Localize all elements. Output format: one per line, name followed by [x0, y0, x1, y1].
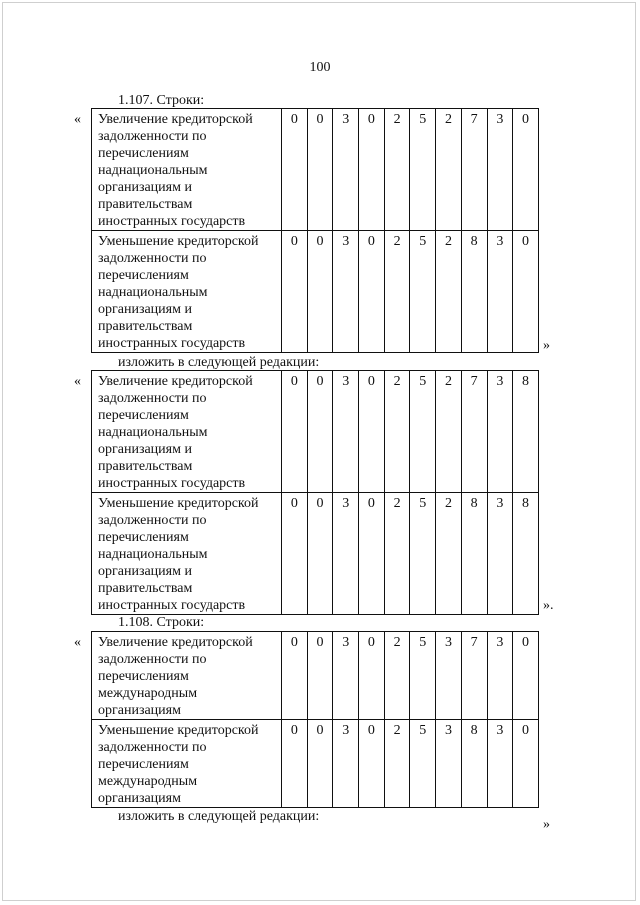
- code-digit-cell: 5: [410, 493, 436, 615]
- row-name-line: иностранных государств: [98, 476, 246, 491]
- code-digit-cell: 0: [282, 493, 308, 615]
- code-digit-cell: 2: [436, 371, 462, 493]
- code-digit-cell: 7: [461, 632, 487, 720]
- code-digit-cell: 2: [384, 109, 410, 231]
- code-digit-cell: 8: [513, 371, 539, 493]
- code-digit-cell: 8: [461, 231, 487, 353]
- code-digit-cell: 3: [487, 493, 513, 615]
- row-name-line: задолженности по: [98, 652, 207, 667]
- open-quote: «: [74, 112, 81, 127]
- row-name-line: иностранных государств: [98, 214, 246, 229]
- row-name-line: задолженности по: [98, 129, 207, 144]
- row-name-line: организациям и: [98, 442, 192, 457]
- table-row: [92, 371, 539, 493]
- open-quote: «: [74, 635, 81, 650]
- row-name-cell: [92, 720, 282, 808]
- code-digit-cell: 5: [410, 109, 436, 231]
- code-digit-cell: 3: [333, 371, 359, 493]
- code-digit-cell: 0: [513, 109, 539, 231]
- code-digit-cell: 5: [410, 632, 436, 720]
- row-name-line: Уменьшение кредиторской: [98, 496, 259, 511]
- table-row: [92, 231, 539, 353]
- row-name-line: перечислениям: [98, 530, 189, 545]
- open-quote: «: [74, 374, 81, 389]
- row-name-line: перечислениям: [98, 146, 189, 161]
- row-name-line: Уменьшение кредиторской: [98, 723, 259, 738]
- row-name-line: Уменьшение кредиторской: [98, 234, 259, 249]
- row-name-line: перечислениям: [98, 408, 189, 423]
- code-digit-cell: 3: [487, 371, 513, 493]
- row-name-line: Увеличение кредиторской: [98, 374, 253, 389]
- replace-instruction: изложить в следующей редакции:: [118, 809, 320, 824]
- row-name-cell: [92, 231, 282, 353]
- code-digit-cell: 3: [487, 231, 513, 353]
- row-name-line: правительствам: [98, 319, 193, 334]
- replace-instruction: изложить в следующей редакции:: [118, 355, 320, 370]
- row-name-cell: [92, 632, 282, 720]
- row-name-line: наднациональным: [98, 425, 208, 440]
- row-name-line: организациям: [98, 791, 181, 806]
- row-name-line: международным: [98, 774, 198, 789]
- code-digit-cell: 3: [333, 493, 359, 615]
- code-digit-cell: 8: [513, 493, 539, 615]
- row-name-line: организациям и: [98, 180, 192, 195]
- code-digit-cell: 0: [282, 109, 308, 231]
- code-digit-cell: 2: [436, 493, 462, 615]
- row-name-line: правительствам: [98, 459, 193, 474]
- row-name-line: перечислениям: [98, 757, 189, 772]
- code-digit-cell: 0: [359, 720, 385, 808]
- code-digit-cell: 2: [436, 231, 462, 353]
- code-digit-cell: 0: [359, 371, 385, 493]
- section-heading: 1.108. Строки:: [118, 615, 205, 630]
- section-heading: 1.107. Строки:: [118, 93, 205, 108]
- row-name-line: наднациональным: [98, 163, 208, 178]
- table-row: [92, 493, 539, 615]
- table-row: [92, 720, 539, 808]
- codes-table-old-1108: [91, 631, 539, 808]
- code-digit-cell: 0: [307, 109, 333, 231]
- page-number: 100: [309, 60, 331, 75]
- code-digit-cell: 0: [307, 720, 333, 808]
- code-digit-cell: 3: [436, 632, 462, 720]
- code-digit-cell: 3: [487, 720, 513, 808]
- code-digit-cell: 3: [436, 720, 462, 808]
- row-name-line: наднациональным: [98, 547, 208, 562]
- code-digit-cell: 0: [513, 231, 539, 353]
- code-digit-cell: 0: [359, 231, 385, 353]
- code-digit-cell: 0: [359, 632, 385, 720]
- code-digit-cell: 8: [461, 493, 487, 615]
- code-digit-cell: 0: [359, 109, 385, 231]
- code-digit-cell: 3: [333, 109, 359, 231]
- code-digit-cell: 0: [307, 632, 333, 720]
- row-name-line: организациям и: [98, 564, 192, 579]
- row-name-line: организациям и: [98, 302, 192, 317]
- table-row: [92, 632, 539, 720]
- code-digit-cell: 2: [384, 720, 410, 808]
- close-quote: »: [543, 338, 550, 353]
- row-name-cell: [92, 109, 282, 231]
- close-quote: »: [543, 817, 550, 832]
- code-digit-cell: 0: [282, 632, 308, 720]
- row-name-line: иностранных государств: [98, 336, 246, 351]
- row-name-line: правительствам: [98, 197, 193, 212]
- row-name-line: наднациональным: [98, 285, 208, 300]
- code-digit-cell: 0: [513, 720, 539, 808]
- row-name-line: задолженности по: [98, 251, 207, 266]
- row-name-line: задолженности по: [98, 391, 207, 406]
- code-digit-cell: 7: [461, 371, 487, 493]
- code-digit-cell: 2: [384, 371, 410, 493]
- row-name-line: задолженности по: [98, 513, 207, 528]
- code-digit-cell: 3: [333, 231, 359, 353]
- code-digit-cell: 5: [410, 231, 436, 353]
- row-name-cell: [92, 371, 282, 493]
- code-digit-cell: 0: [282, 720, 308, 808]
- code-digit-cell: 2: [384, 632, 410, 720]
- code-digit-cell: 3: [487, 632, 513, 720]
- code-digit-cell: 2: [384, 493, 410, 615]
- table-row: [92, 109, 539, 231]
- code-digit-cell: 0: [307, 493, 333, 615]
- row-name-line: организациям: [98, 703, 181, 718]
- code-digit-cell: 3: [487, 109, 513, 231]
- code-digit-cell: 0: [282, 231, 308, 353]
- row-name-cell: [92, 493, 282, 615]
- row-name-line: иностранных государств: [98, 598, 246, 613]
- row-name-line: Увеличение кредиторской: [98, 112, 253, 127]
- code-digit-cell: 0: [307, 371, 333, 493]
- close-quote: ».: [543, 598, 554, 613]
- row-name-line: перечислениям: [98, 268, 189, 283]
- code-digit-cell: 3: [333, 720, 359, 808]
- code-digit-cell: 5: [410, 371, 436, 493]
- code-digit-cell: 2: [384, 231, 410, 353]
- code-digit-cell: 0: [282, 371, 308, 493]
- row-name-line: задолженности по: [98, 740, 207, 755]
- row-name-line: правительствам: [98, 581, 193, 596]
- code-digit-cell: 3: [333, 632, 359, 720]
- code-digit-cell: 0: [307, 231, 333, 353]
- code-digit-cell: 2: [436, 109, 462, 231]
- row-name-line: Увеличение кредиторской: [98, 635, 253, 650]
- code-digit-cell: 0: [513, 632, 539, 720]
- code-digit-cell: 5: [410, 720, 436, 808]
- codes-table-new-1107: [91, 370, 539, 615]
- row-name-line: международным: [98, 686, 198, 701]
- codes-table-old-1107: [91, 108, 539, 353]
- code-digit-cell: 8: [461, 720, 487, 808]
- code-digit-cell: 0: [359, 493, 385, 615]
- code-digit-cell: 7: [461, 109, 487, 231]
- row-name-line: перечислениям: [98, 669, 189, 684]
